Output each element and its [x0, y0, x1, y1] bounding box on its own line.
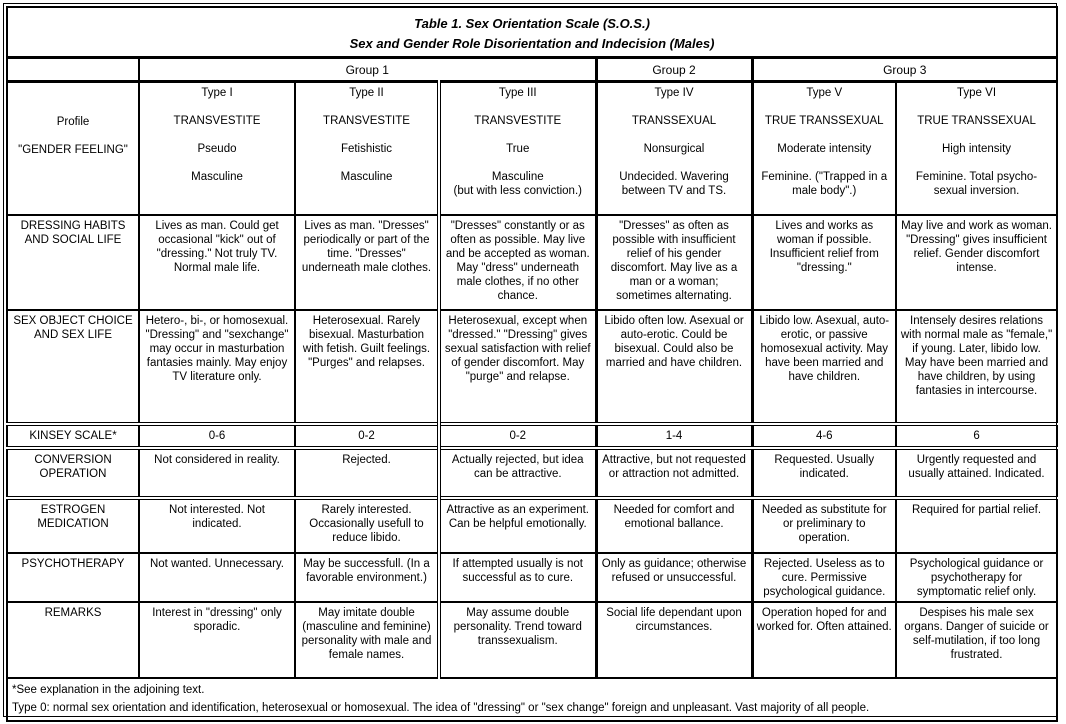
cell-remarks-type-5: Operation hoped for and worked for. Often attained.: [752, 602, 896, 678]
type-gender-feeling: Masculine: [491, 171, 544, 184]
cell-kinsey-type-1: 0-6: [139, 424, 295, 448]
cell-conversion-type-4: Attractive, but not requested or attraction not admitted.: [596, 448, 752, 498]
cell-profile-type-6: [896, 82, 1057, 216]
table-row: [7, 602, 1057, 678]
type-gender-feeling: Undecided. Wavering between TV and TS.: [619, 171, 729, 198]
cell-profile-type-4: [596, 82, 752, 216]
cell-kinsey-type-5: 4-6: [752, 424, 896, 448]
cell-estrogen-type-4: Needed for comfort and emotional ballance.: [596, 498, 752, 553]
row-label-remarks: REMARKS: [7, 602, 139, 678]
footnote-line-1: *See explanation in the adjoining text.: [12, 684, 205, 697]
row-label-dressing-habits: DRESSING HABITS AND SOCIAL LIFE: [7, 215, 139, 310]
row-label-sex-object: SEX OBJECT CHOICE AND SEX LIFE: [7, 310, 139, 424]
cell-sexobj-type-1: Hetero-, bi-, or homosexual. "Dressing" and "sexchange" may occur in masturbation fantasies mainly. May enjoy TV literature only.: [139, 310, 295, 424]
table-row: [7, 448, 1057, 498]
cell-kinsey-type-6: 6: [896, 424, 1057, 448]
type-number: Type VI: [957, 87, 997, 100]
cell-profile-type-2: [295, 82, 439, 216]
cell-dressing-type-4: "Dresses" as often as possible with insufficient relief of his gender discomfort. May live as a man or a woman; sometimes alternating.: [596, 215, 752, 310]
cell-profile-type-5: [752, 82, 896, 216]
profile-label-line-1: Profile: [56, 116, 90, 129]
group-2-header: Group 2: [596, 58, 752, 82]
cell-dressing-type-1: Lives as man. Could get occasional "kick" out of "dressing." Not truly TV. Normal male life.: [139, 215, 295, 310]
cell-remarks-type-4: Social life dependant upon circumstances.: [596, 602, 752, 678]
type-category: TRANSVESTITE: [323, 115, 410, 128]
type-gender-feeling: Masculine: [191, 171, 243, 184]
cell-remarks-type-3: May assume double personality. Trend toward transsexualism.: [439, 602, 596, 678]
row-label-estrogen-medication: ESTROGEN MEDICATION: [7, 498, 139, 553]
cell-sexobj-type-4: Libido often low. Asexual or auto-erotic. Could be bisexual. Could also be married and have children.: [596, 310, 752, 424]
type-category: TRANSVESTITE: [474, 115, 562, 128]
type-subtype: Fetishistic: [340, 143, 393, 156]
cell-profile-type-3: [439, 82, 596, 216]
table-row: [7, 498, 1057, 553]
type-subtype: Pseudo: [197, 143, 237, 156]
type-category: TRUE TRANSSEXUAL: [917, 115, 1036, 128]
table-title-line-2: Sex and Gender Role Disorientation and Indecision (Males): [349, 36, 715, 52]
type-category: TRANSVESTITE: [173, 115, 261, 128]
cell-dressing-type-5: Lives and works as woman if possible. Insufficient relief from "dressing.": [752, 215, 896, 310]
type-subtype: High intensity: [942, 143, 1012, 156]
cell-psycho-type-2: May be successfull. (In a favorable environment.): [295, 553, 439, 602]
table-row: [7, 678, 1057, 721]
type-gender-feeling: Feminine. Total psycho-sexual inversion.: [915, 171, 1038, 198]
cell-estrogen-type-5: Needed as substitute for or preliminary to operation.: [752, 498, 896, 553]
group-header-spacer: [7, 58, 139, 82]
type-number: Type V: [806, 87, 843, 100]
cell-kinsey-type-3: 0-2: [439, 424, 596, 448]
cell-estrogen-type-3: Attractive as an experiment. Can be helpful emotionally.: [439, 498, 596, 553]
cell-psycho-type-1: Not wanted. Unnecessary.: [139, 553, 295, 602]
type-number: Type III: [498, 87, 537, 100]
type-number: Type I: [201, 87, 233, 100]
sos-table: [6, 6, 1058, 722]
row-label-conversion-operation: CONVERSION OPERATION: [7, 448, 139, 498]
profile-label-line-2: "GENDER FEELING": [18, 144, 128, 157]
type-category: TRUE TRANSSEXUAL: [764, 115, 884, 128]
cell-kinsey-type-2: 0-2: [295, 424, 439, 448]
cell-sexobj-type-2: Heterosexual. Rarely bisexual. Masturbation with fetish. Guilt feelings. "Purges" and relapses.: [295, 310, 439, 424]
cell-estrogen-type-6: Required for partial relief.: [896, 498, 1057, 553]
cell-sexobj-type-5: Libido low. Asexual, auto-erotic, or passive homosexual activity. May have been married and have children.: [752, 310, 896, 424]
type-subtype: True: [506, 143, 530, 156]
table-row: [7, 553, 1057, 602]
table-row: [7, 310, 1057, 424]
table-row: [7, 7, 1057, 58]
cell-psycho-type-6: Psychological guidance or psychotherapy for symptomatic relief only.: [896, 553, 1057, 602]
row-label-psychotherapy: PSYCHOTHERAPY: [7, 553, 139, 602]
cell-conversion-type-6: Urgently requested and usually attained. Indicated.: [896, 448, 1057, 498]
cell-psycho-type-5: Rejected. Useless as to cure. Permissive psychological guidance.: [752, 553, 896, 602]
cell-sexobj-type-3: Heterosexual, except when "dressed." "Dressing" gives sexual satisfaction with relief of gender discomfort. May "purge" and relapse.: [439, 310, 596, 424]
row-label-kinsey-scale: KINSEY SCALE*: [7, 424, 139, 448]
cell-conversion-type-1: Not considered in reality.: [139, 448, 295, 498]
group-3-header: Group 3: [752, 58, 1057, 82]
cell-profile-type-1: [139, 82, 295, 216]
cell-estrogen-type-1: Not interested. Not indicated.: [139, 498, 295, 553]
cell-conversion-type-2: Rejected.: [295, 448, 439, 498]
table-title-line-1: Table 1. Sex Orientation Scale (S.O.S.): [414, 16, 650, 31]
table-row: [7, 82, 1057, 216]
cell-remarks-type-1: Interest in "dressing" only sporadic.: [139, 602, 295, 678]
cell-kinsey-type-4: 1-4: [596, 424, 752, 448]
cell-remarks-type-6: Despises his male sex organs. Danger of suicide or self-mutilation, if too long frustrated.: [896, 602, 1057, 678]
cell-remarks-type-2: May imitate double (masculine and feminine) personality with male and female names.: [295, 602, 439, 678]
table-row: [7, 215, 1057, 310]
cell-psycho-type-4: Only as guidance; otherwise refused or unsuccessful.: [596, 553, 752, 602]
table-title-cell: [7, 7, 1057, 58]
cell-dressing-type-6: May live and work as woman. "Dressing" gives insufficient relief. Gender discomfort intense.: [896, 215, 1057, 310]
cell-conversion-type-3: Actually rejected, but idea can be attractive.: [439, 448, 596, 498]
table-outer-frame: [3, 3, 1057, 717]
type-gender-feeling: Feminine. ("Trapped in a male body".): [761, 171, 888, 198]
type-subtype: Moderate intensity: [777, 143, 872, 156]
cell-dressing-type-3: "Dresses" constantly or as often as possible. May live and be accepted as woman. May "dress" underneath male clothes, if no other chance.: [439, 215, 596, 310]
cell-conversion-type-5: Requested. Usually indicated.: [752, 448, 896, 498]
type-number: Type II: [349, 87, 384, 100]
table-row: [7, 58, 1057, 82]
group-1-header: Group 1: [139, 58, 596, 82]
cell-psycho-type-3: If attempted usually is not successful as to cure.: [439, 553, 596, 602]
cell-sexobj-type-6: Intensely desires relations with normal male as "female," if young. Later, libido low. May have been married and have children, by using fantasies in intercourse.: [896, 310, 1057, 424]
cell-estrogen-type-2: Rarely interested. Occasionally usefull to reduce libido.: [295, 498, 439, 553]
footnote-cell: [7, 678, 1057, 721]
row-label-profile: [7, 82, 139, 216]
type-subtype: Nonsurgical: [643, 143, 705, 156]
type-category: TRANSSEXUAL: [631, 115, 717, 128]
table-row: [7, 424, 1057, 448]
footnote-line-2: Type 0: normal sex orientation and identification, heterosexual or homosexual. The idea of "dressing" or "sex change" foreign and unpleasant. Vast majority of all people.: [12, 701, 870, 714]
type-gender-feeling-note: (but with less conviction.): [453, 185, 582, 198]
type-number: Type IV: [654, 87, 694, 100]
type-gender-feeling: Masculine: [340, 171, 393, 184]
cell-dressing-type-2: Lives as man. "Dresses" periodically or part of the time. "Dresses" underneath male clothes.: [295, 215, 439, 310]
